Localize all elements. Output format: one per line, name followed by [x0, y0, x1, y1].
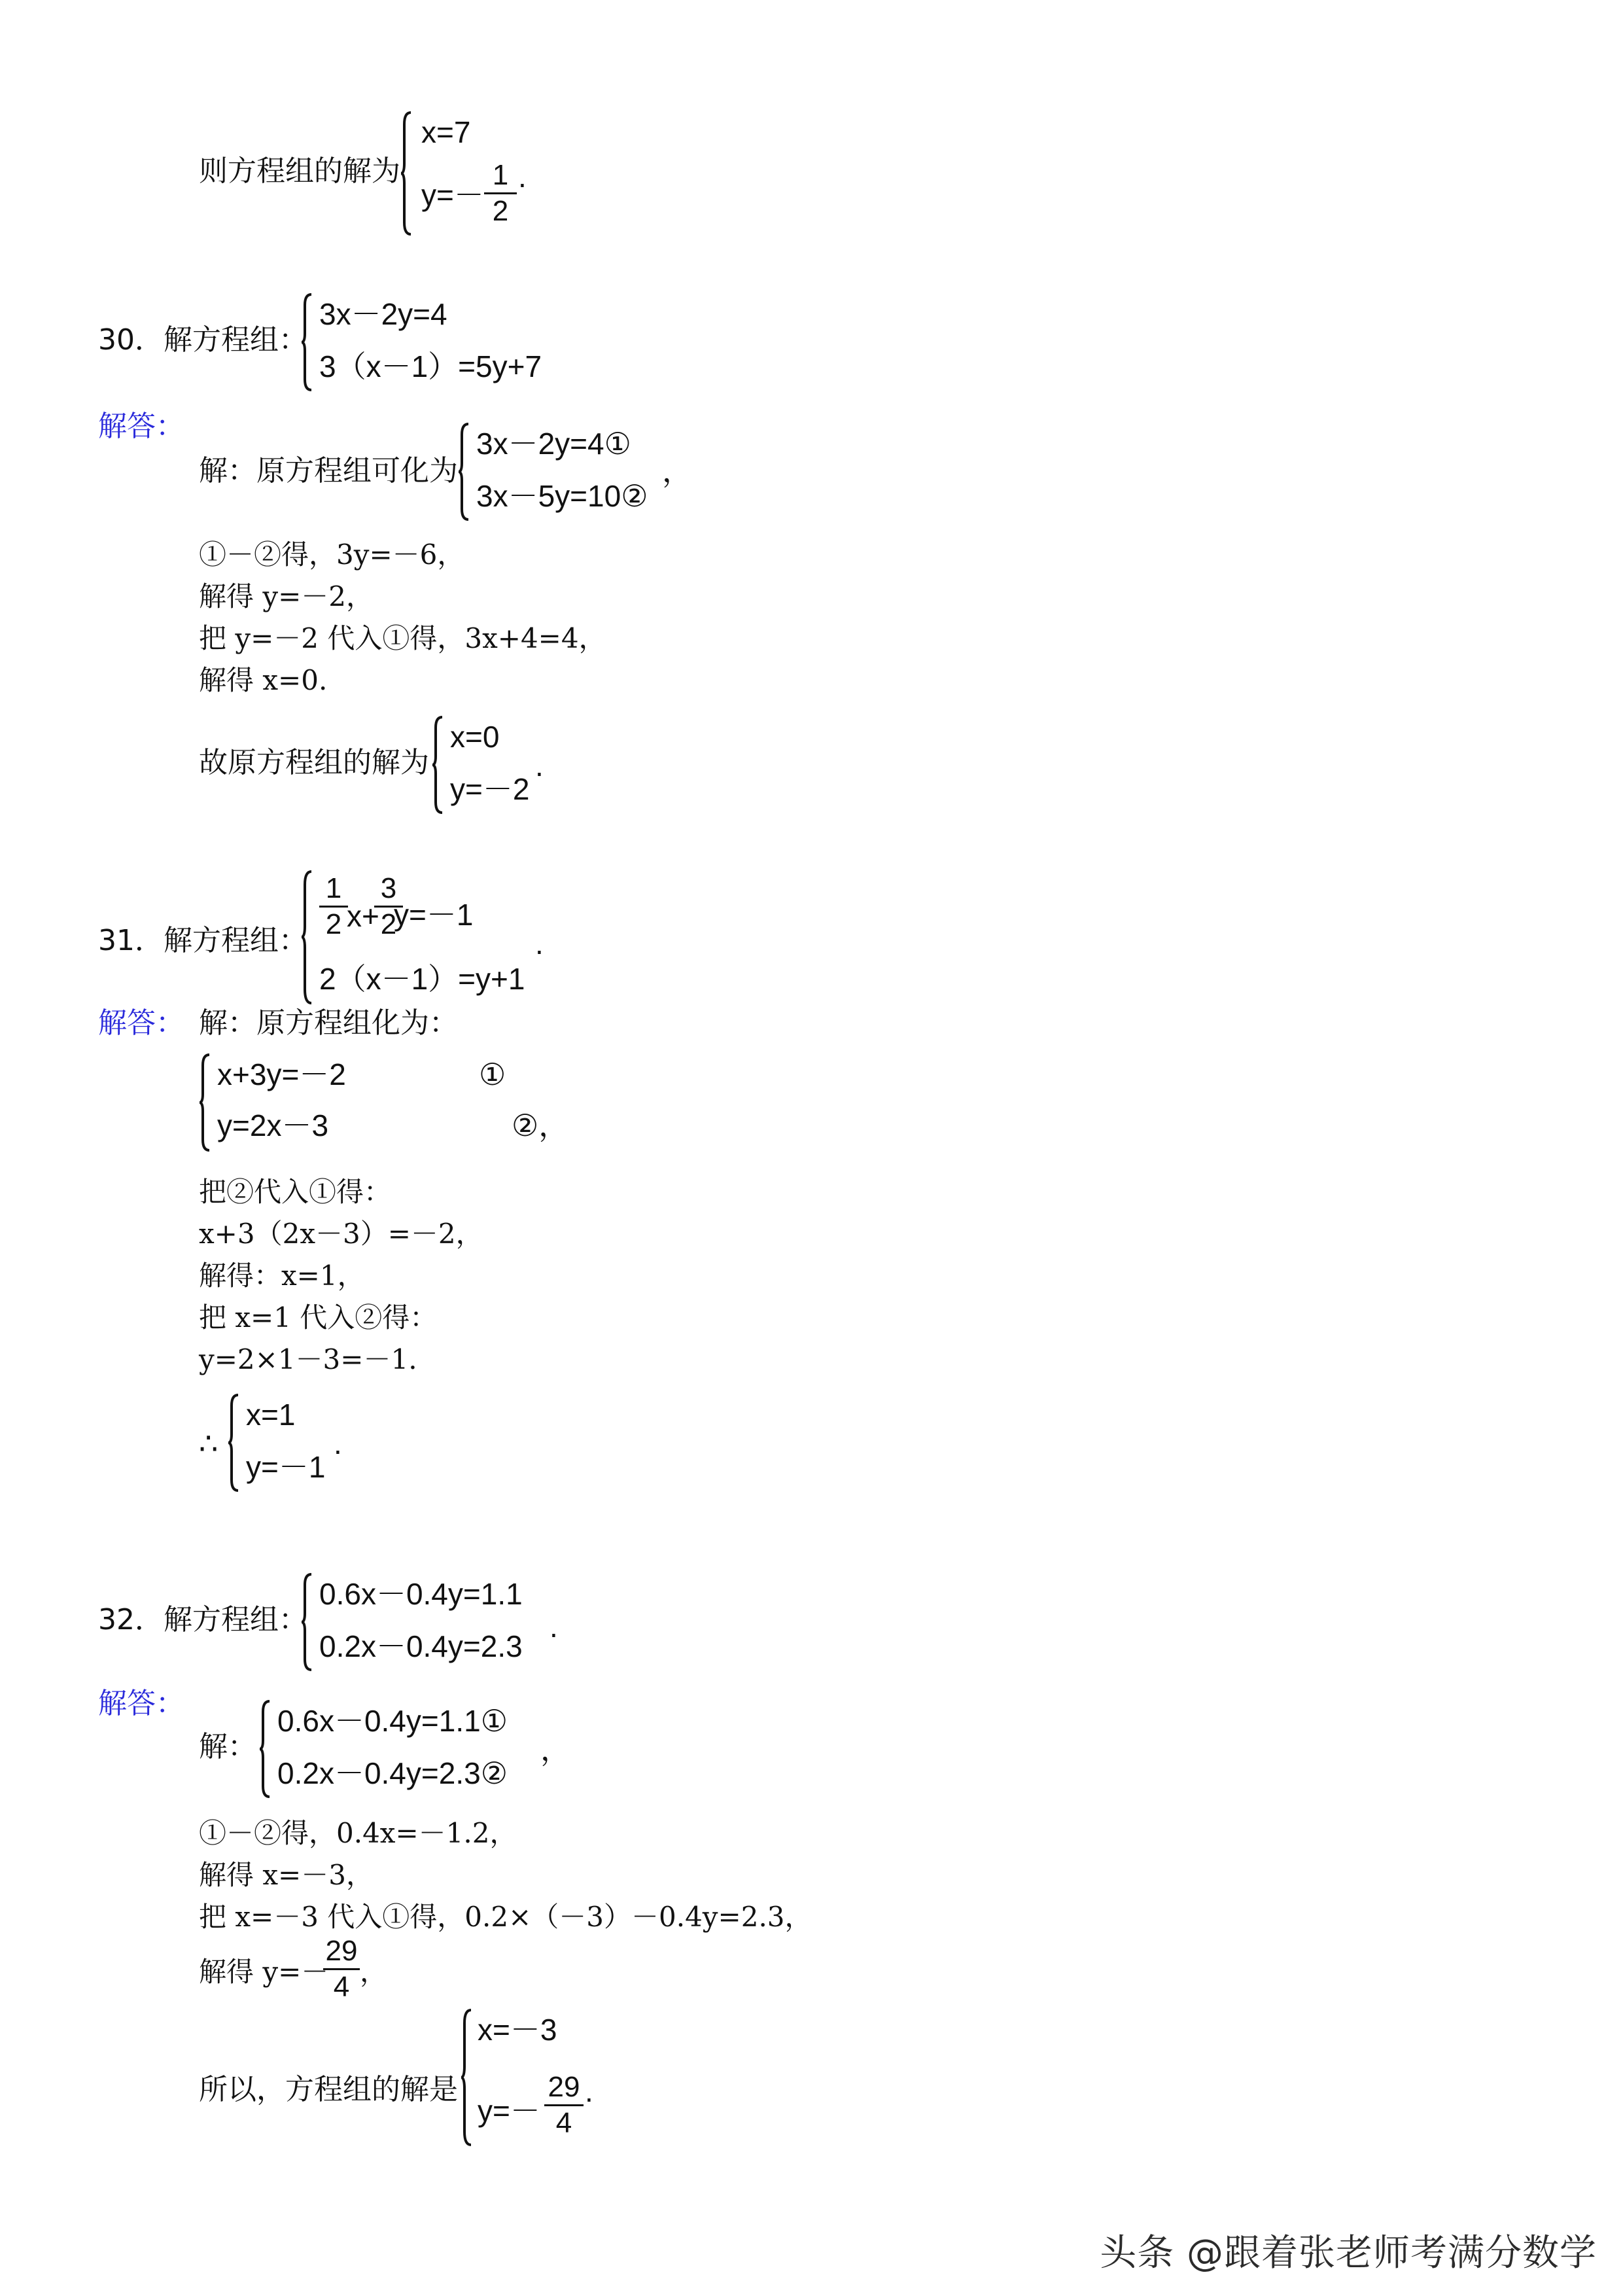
fraction-numerator: 29: [325, 1935, 358, 1967]
p32-y-lead: 解得 y=－: [199, 1956, 329, 1988]
p32-eq2: 0.2x－0.4y=2.3: [319, 1629, 523, 1663]
p31-result-x: x=1: [246, 1398, 296, 1432]
p30-system-eq1: 3x－2y=4①: [476, 427, 631, 461]
p30-final-lead: 故原方程组的解为: [199, 746, 429, 779]
p31-result-y: y=－1: [246, 1450, 326, 1484]
p30-step-1: ①－②得，3y=－6，: [199, 539, 465, 571]
brace-icon: [259, 1700, 271, 1798]
fraction-denominator: 2: [325, 908, 342, 940]
p32-label: 32．解方程组：: [98, 1603, 307, 1636]
p30-step-4: 解得 x=0.: [199, 664, 328, 696]
p29-tail: .: [518, 160, 527, 194]
brace-icon: [301, 870, 313, 1004]
p31-eq2: 2（x－1）=y+1: [319, 962, 525, 996]
therefore-symbol: ∴: [199, 1426, 218, 1460]
p31-system-mark1: ①: [479, 1057, 506, 1091]
p31-eq1-end: y=－1: [394, 898, 474, 932]
p31-fraction-1: [319, 873, 348, 940]
p32-question-tail: .: [550, 1610, 558, 1644]
p32-answer-label: 解答：: [98, 1687, 184, 1720]
p29-fraction: [484, 160, 517, 227]
p30-answer-label: 解答：: [98, 410, 184, 443]
p30-lead: 解：原方程组可化为: [199, 454, 458, 487]
brace-icon: [458, 423, 470, 521]
p31-step-1: 把②代入①得：: [199, 1176, 392, 1208]
p31-eq1-mid: x+: [347, 899, 379, 933]
fraction-denominator: 2: [380, 908, 397, 940]
p31-result-tail: .: [334, 1426, 342, 1460]
p30-eq1: 3x－2y=4: [319, 297, 447, 331]
p29-x-line: x=7: [421, 115, 471, 149]
p29-lead: 则方程组的解为: [199, 154, 400, 188]
p30-step-3: 把 y=－2 代入①得，3x+4=4，: [199, 622, 606, 654]
brace-icon: [461, 2009, 472, 2146]
p32-y-fraction: [323, 1935, 360, 2003]
fraction-numerator: 1: [325, 872, 342, 904]
p32-step-2: 解得 x=－3，: [199, 1859, 374, 1891]
p29-y-line: y=－: [421, 178, 484, 212]
p32-y-tail: ，: [360, 1956, 388, 1988]
p32-system-eq1: 0.6x－0.4y=1.1①: [277, 1704, 508, 1738]
brace-icon: [400, 111, 412, 236]
p32-system-tail: ，: [540, 1733, 570, 1767]
p32-system-eq2: 0.2x－0.4y=2.3②: [277, 1756, 508, 1790]
p31-answer-lead: 解：原方程组化为：: [199, 1006, 458, 1040]
brace-icon: [199, 1053, 211, 1152]
p30-final-tail: .: [535, 749, 544, 783]
p30-step-2: 解得 y=－2，: [199, 580, 374, 612]
p31-system-eq1: x+3y=－2: [217, 1057, 346, 1091]
brace-icon: [301, 293, 313, 391]
p32-result-tail: .: [585, 2074, 593, 2108]
brace-icon: [432, 716, 444, 814]
p30-system-eq2: 3x－5y=10②: [476, 479, 648, 513]
p31-system-eq2: y=2x－3: [217, 1108, 329, 1142]
fraction-denominator: 4: [333, 1971, 350, 2003]
p30-final-y: y=－2: [450, 772, 530, 806]
watermark-text: 头条 @跟着张老师考满分数学: [1100, 2232, 1597, 2274]
fraction-numerator: 3: [380, 872, 397, 904]
brace-icon: [228, 1394, 239, 1492]
brace-icon: [301, 1573, 313, 1671]
p32-eq1: 0.6x－0.4y=1.1: [319, 1577, 523, 1611]
p32-step-1: ①－②得，0.4x=－1.2，: [199, 1817, 517, 1849]
p31-step-3: 解得：x=1，: [199, 1260, 365, 1292]
p30-label: 30．解方程组：: [98, 323, 307, 357]
p30-eq2: 3（x－1）=5y+7: [319, 349, 542, 383]
p31-answer-label: 解答：: [98, 1006, 184, 1040]
fraction-numerator: 29: [548, 2071, 580, 2103]
p32-result-x: x=－3: [478, 2013, 557, 2047]
p31-step-4: 把 x=1 代入②得：: [199, 1301, 438, 1333]
fraction-denominator: 4: [555, 2107, 572, 2139]
p32-result-y: y=－: [478, 2094, 540, 2128]
p32-final-lead: 所以，方程组的解是: [199, 2073, 458, 2106]
p32-lead: 解：: [199, 1730, 256, 1763]
p31-step-5: y=2×1－3=－1.: [199, 1343, 417, 1375]
p31-label: 31．解方程组：: [98, 924, 307, 957]
p30-final-x: x=0: [450, 720, 500, 754]
p31-system-mark2: ②，: [512, 1108, 569, 1142]
p31-step-2: x+3（2x－3）=－2，: [199, 1218, 483, 1250]
fraction-numerator: 1: [492, 159, 509, 191]
p32-step-3: 把 x=－3 代入①得，0.2×（－3）－0.4y=2.3，: [199, 1901, 812, 1933]
fraction-denominator: 2: [492, 195, 509, 227]
p30-system-tail: ，: [662, 454, 692, 488]
p32-result-fraction: [544, 2072, 584, 2139]
p31-question-tail: .: [535, 927, 544, 961]
